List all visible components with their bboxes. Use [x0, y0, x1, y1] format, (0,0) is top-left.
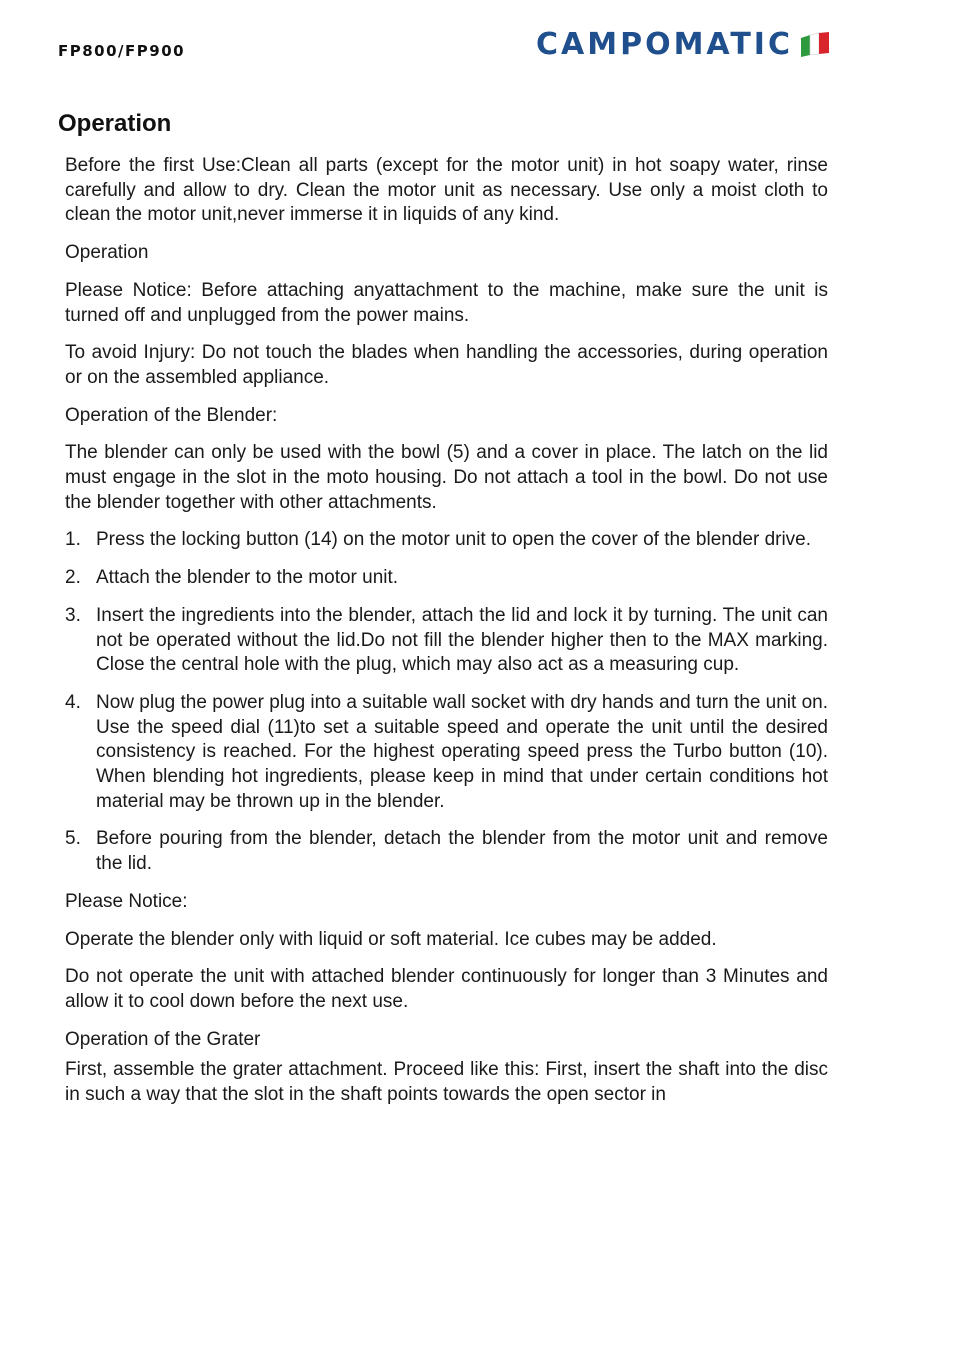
continuous-use-paragraph: Do not operate the unit with attached blender continuously for longer than 3 Minutes and allow it to cool down before the next use.: [65, 966, 828, 1012]
list-item: [65, 691, 828, 815]
list-item-text: Attach the blender to the motor unit.: [96, 567, 399, 589]
list-item-text: Insert the ingredients into the blender, attach the lid and lock it by turning. The unit can not be operated without the lid.Do not fill the blender higher then to the MAX marking. Close the central hole with the plug, which may also act as a measuring cup.: [96, 604, 828, 676]
soft-material-paragraph: Operate the blender only with liquid or soft material. Ice cubes may be added.: [65, 928, 717, 950]
list-item-number: 2.: [65, 567, 81, 589]
list-item-number: 4.: [65, 691, 81, 713]
operation-subheading: Operation: [65, 242, 149, 264]
page-content: [58, 110, 828, 1121]
blender-usage-paragraph: The blender can only be used with the bowl (5) and a cover in place. The latch on the lid must engage in the slot in the moto housing. Do not attach a tool in the bowl. Do not use the blender together with other attachments.: [65, 442, 828, 513]
italian-flag-icon: [799, 32, 831, 58]
list-item: [65, 528, 828, 553]
first-use-paragraph: Before the first Use:Clean all parts (except for the motor unit) in hot soapy water, rinse carefully and allow to dry. Clean the motor unit as necessary. Use only a moist cloth to clean the motor unit,never immerse it in liquids of any kind.: [65, 155, 828, 226]
list-item-text: Press the locking button (14) on the motor unit to open the cover of the blender drive.: [96, 529, 812, 551]
list-item-text: Before pouring from the blender, detach the blender from the motor unit and remove the lid.: [96, 828, 828, 875]
list-item: [65, 566, 828, 591]
please-notice-subheading: Please Notice:: [65, 890, 188, 912]
list-item: [65, 827, 828, 876]
page-title: Operation: [58, 110, 172, 137]
list-item-number: 3.: [65, 604, 81, 626]
blender-operation-subheading: Operation of the Blender:: [65, 404, 278, 426]
model-label: FP800/FP900: [58, 42, 186, 60]
page-header: [0, 0, 954, 80]
attachment-notice-paragraph: Please Notice: Before attaching anyattachment to the machine, make sure the unit is turned off and unplugged from the power mains.: [65, 279, 828, 326]
list-item-number: 5.: [65, 828, 81, 850]
injury-warning-paragraph: To avoid Injury: Do not touch the blades when handling the accessories, during operation or on the assembled appliance.: [65, 342, 828, 388]
list-item: [65, 604, 828, 678]
list-item-text: Now plug the power plug into a suitable wall socket with dry hands and turn the unit on. Use the speed dial (11)to set a suitable speed and operate the unit until the desired consistency is reached. For the highest operating speed press the Turbo button (10). When blending hot ingredients, please keep in mind that under certain conditions hot material may be thrown up in the blender.: [96, 691, 828, 812]
blender-steps-list: [65, 528, 828, 876]
list-item-number: 1.: [65, 529, 81, 551]
grater-assembly-paragraph: First, assemble the grater attachment. Proceed like this: First, insert the shaft into the disc in such a way that the slot in the shaft points towards the open sector in: [65, 1059, 828, 1106]
brand-logo: [536, 27, 831, 62]
brand-wordmark: CAMPOMATIC: [536, 27, 793, 62]
grater-subheading: Operation of the Grater: [65, 1028, 261, 1050]
